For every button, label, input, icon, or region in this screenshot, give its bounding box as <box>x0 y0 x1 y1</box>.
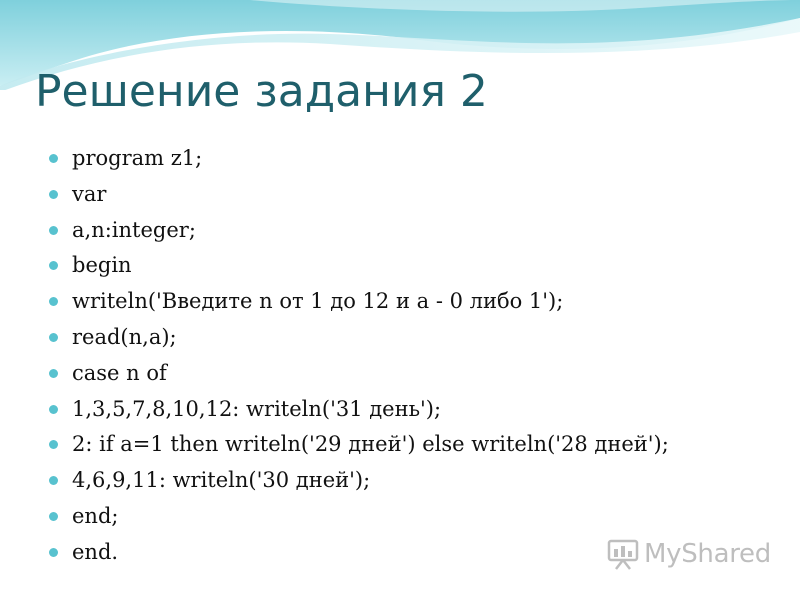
bullet-text: 1,3,5,7,8,10,12: writeln('31 день'); <box>72 396 442 421</box>
bullet-line <box>46 248 669 284</box>
watermark-text: MyShared <box>644 539 771 569</box>
bullet-text: begin <box>72 253 132 278</box>
bullet-line <box>46 535 669 571</box>
bullet-dot-icon <box>49 405 58 414</box>
bullet-dot-icon <box>49 333 58 342</box>
bullet-text: end. <box>72 539 119 564</box>
bullet-dot-icon <box>49 548 58 557</box>
bullet-line <box>46 392 669 428</box>
bullet-line <box>46 284 669 320</box>
bullet-text: read(n,a); <box>72 324 177 349</box>
bullet-line <box>46 213 669 249</box>
bullet-text: a,n:integer; <box>72 217 196 242</box>
bullet-text: program z1; <box>72 146 203 170</box>
bullet-line <box>46 427 669 463</box>
bullet-dot-icon <box>49 512 58 521</box>
code-bullet-list <box>46 141 669 571</box>
bullet-dot-icon <box>49 476 58 485</box>
bullet-line <box>46 141 669 177</box>
bullet-line <box>46 356 669 392</box>
bullet-text: var <box>72 181 107 206</box>
slide-title: Решение задания 2 <box>35 66 488 117</box>
bullet-line <box>46 463 669 499</box>
watermark <box>606 536 771 572</box>
bullet-text: case n of <box>72 360 167 385</box>
presentation-board-icon <box>606 537 640 571</box>
bullet-line <box>46 320 669 356</box>
bullet-line <box>46 499 669 535</box>
bullet-text: 4,6,9,11: writeln('30 дней'); <box>72 468 371 493</box>
bullet-dot-icon <box>49 261 58 270</box>
bullet-line <box>46 177 669 213</box>
bullet-dot-icon <box>49 154 58 163</box>
bullet-text: 2: if a=1 then writeln('29 дней') else writeln('28 дней'); <box>72 432 669 457</box>
bullet-dot-icon <box>49 440 58 449</box>
bullet-dot-icon <box>49 297 58 306</box>
bullet-dot-icon <box>49 369 58 378</box>
bullet-dot-icon <box>49 190 58 199</box>
bullet-text: end; <box>72 503 119 528</box>
bullet-text: writeln('Введите n от 1 до 12 и a - 0 либо 1'); <box>72 289 564 314</box>
bullet-dot-icon <box>49 226 58 235</box>
